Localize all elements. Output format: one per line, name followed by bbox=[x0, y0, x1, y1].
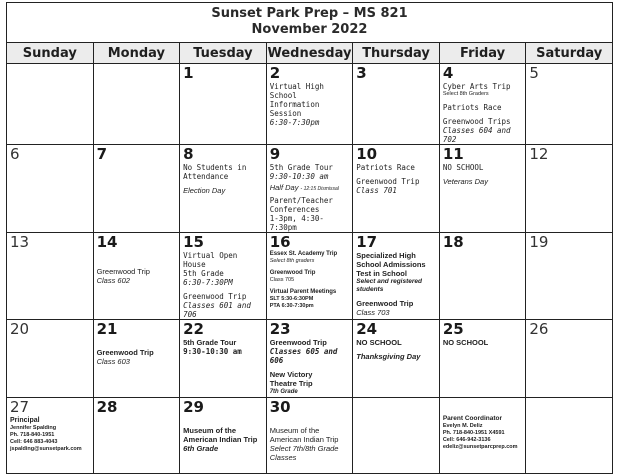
event-text: No Students in bbox=[183, 163, 247, 172]
event-text bbox=[270, 183, 350, 194]
half-day-label: Half Day bbox=[269, 183, 299, 192]
contact-name: Evelyn M. Deliz bbox=[442, 423, 483, 429]
contact-phone: Ph. 718-840-1951 X4591 bbox=[442, 430, 505, 436]
day-number: 3 bbox=[356, 64, 367, 82]
weekday-saturday: Saturday bbox=[526, 43, 613, 64]
event-text: Greenwood Trips bbox=[442, 117, 511, 126]
event-detail: Election Day bbox=[183, 186, 226, 195]
event-detail: Veterans Day bbox=[442, 177, 488, 186]
event-detail: Select 8th graders bbox=[269, 258, 315, 264]
event-text: NO SCHOOL bbox=[442, 163, 484, 172]
contact-cell: Cell: 646-942-3136 bbox=[442, 437, 491, 443]
day-cell bbox=[93, 320, 180, 398]
day-cell bbox=[180, 398, 267, 474]
day-cell bbox=[266, 145, 353, 233]
weekday-header-row bbox=[7, 43, 613, 64]
weekday-tuesday: Tuesday bbox=[180, 43, 267, 64]
day-cell bbox=[439, 145, 526, 233]
day-cell bbox=[439, 64, 526, 145]
day-cell bbox=[93, 145, 180, 233]
event-text: Greenwood Trip bbox=[356, 299, 414, 308]
event-text: Virtual High School bbox=[269, 82, 324, 100]
day-number: 15 bbox=[183, 233, 204, 251]
event-text: American Indian Trip bbox=[183, 435, 258, 444]
event-text: Greenwood Trip bbox=[356, 177, 420, 186]
day-cell bbox=[7, 233, 94, 320]
day-number: 10 bbox=[356, 145, 378, 163]
event-text: New Victory bbox=[269, 370, 313, 379]
event-text: Patriots Race bbox=[356, 163, 415, 172]
day-number: 20 bbox=[10, 320, 30, 338]
day-cell bbox=[93, 398, 180, 474]
weekday-wednesday: Wednesday bbox=[266, 43, 353, 64]
day-cell bbox=[526, 64, 613, 145]
event-text: Virtual Open House bbox=[183, 251, 238, 269]
day-cell bbox=[266, 320, 353, 398]
day-number: 24 bbox=[356, 320, 378, 338]
event-text: NO SCHOOL bbox=[356, 338, 402, 347]
day-number: 30 bbox=[269, 398, 291, 416]
calendar-grid bbox=[6, 42, 613, 474]
event-text: Specialized High bbox=[356, 251, 416, 260]
event-text: Museum of the bbox=[269, 426, 320, 435]
event-detail: Classes bbox=[269, 453, 297, 462]
day-cell bbox=[7, 320, 94, 398]
day-number: 9 bbox=[269, 145, 281, 163]
day-cell bbox=[353, 320, 440, 398]
day-number: 21 bbox=[96, 320, 118, 338]
day-number: 18 bbox=[442, 233, 464, 251]
day-cell bbox=[266, 233, 353, 320]
event-detail: Class 701 bbox=[356, 186, 397, 195]
event-text: Museum of the bbox=[183, 426, 237, 435]
event-detail: Class 602 bbox=[96, 276, 130, 285]
day-number: 5 bbox=[529, 64, 539, 82]
contact-email: edeliz@sunsetparcprep.com bbox=[442, 444, 518, 450]
event-detail: 6th Grade bbox=[183, 444, 219, 453]
event-detail: Class 603 bbox=[96, 357, 130, 366]
contact-name: Jennifer Spalding bbox=[10, 425, 57, 431]
weekday-friday: Friday bbox=[439, 43, 526, 64]
day-number: 11 bbox=[442, 145, 464, 163]
contact-title: Principal bbox=[10, 417, 40, 424]
day-number: 27 bbox=[10, 398, 30, 416]
week-row bbox=[7, 64, 613, 145]
day-cell bbox=[439, 320, 526, 398]
day-cell bbox=[7, 145, 94, 233]
day-cell bbox=[353, 145, 440, 233]
day-cell-empty bbox=[526, 398, 613, 474]
event-detail: SLT 5:30-6:30PM bbox=[269, 296, 314, 302]
day-number: 14 bbox=[96, 233, 118, 251]
contact-email: jspalding@sunsetpark.com bbox=[10, 446, 82, 452]
week-row bbox=[7, 398, 613, 474]
day-number: 2 bbox=[269, 64, 281, 82]
week-row bbox=[7, 320, 613, 398]
event-time: 9:30-10:30 am bbox=[269, 172, 329, 181]
event-detail: Classes 604 and 702 bbox=[442, 126, 511, 144]
event-detail: students bbox=[356, 286, 384, 293]
day-number: 28 bbox=[96, 398, 118, 416]
day-number: 13 bbox=[10, 233, 30, 251]
event-text: Greenwood Trip bbox=[183, 292, 247, 301]
event-text: Conferences bbox=[269, 205, 320, 214]
day-cell bbox=[180, 64, 267, 145]
day-number: 12 bbox=[529, 145, 549, 163]
event-time: 6:30-7:30pm bbox=[269, 118, 320, 127]
contact-title: Parent Coordinator bbox=[442, 415, 503, 422]
event-text: Information Session bbox=[269, 100, 320, 118]
day-number: 19 bbox=[529, 233, 549, 251]
event-time: 6:30-7:30PM bbox=[183, 278, 233, 287]
day-cell bbox=[526, 320, 613, 398]
day-cell-empty bbox=[93, 64, 180, 145]
day-number: 29 bbox=[183, 398, 204, 416]
day-number: 23 bbox=[269, 320, 291, 338]
calendar-title bbox=[6, 2, 613, 42]
event-detail: Class 705 bbox=[269, 277, 295, 283]
event-detail: PTA 6:30-7:30pm bbox=[269, 303, 314, 309]
event-text: Patriots Race bbox=[442, 103, 502, 112]
day-cell bbox=[180, 320, 267, 398]
event-time: 9:30-10:30 am bbox=[183, 347, 242, 356]
day-cell-empty bbox=[7, 64, 94, 145]
event-text: Test in School bbox=[356, 269, 407, 278]
event-text: Cyber Arts Trip bbox=[442, 82, 511, 91]
event-text: Virtual Parent Meetings bbox=[269, 289, 337, 295]
event-detail: 7th Grade bbox=[269, 389, 298, 395]
event-text: Greenwood Trip bbox=[96, 348, 154, 357]
day-cell bbox=[439, 398, 526, 474]
day-cell bbox=[180, 233, 267, 320]
day-number: 25 bbox=[442, 320, 464, 338]
event-detail: Select and registered bbox=[356, 278, 422, 285]
day-cell bbox=[93, 233, 180, 320]
day-cell bbox=[266, 398, 353, 474]
event-text: Attendance bbox=[183, 172, 229, 181]
week-row bbox=[7, 233, 613, 320]
event-text: School Admissions bbox=[356, 260, 426, 269]
day-number: 7 bbox=[96, 145, 107, 163]
event-text: 5th Grade Tour bbox=[183, 338, 237, 347]
event-detail: Select 8th Graders bbox=[442, 91, 489, 97]
day-cell-empty bbox=[353, 398, 440, 474]
day-number: 26 bbox=[529, 320, 549, 338]
event-text: Theatre Trip bbox=[269, 379, 313, 388]
day-number: 6 bbox=[10, 145, 20, 163]
event-text: NO SCHOOL bbox=[442, 338, 489, 347]
week-row bbox=[7, 145, 613, 233]
day-number: 1 bbox=[183, 64, 194, 82]
weekday-thursday: Thursday bbox=[353, 43, 440, 64]
day-cell bbox=[526, 233, 613, 320]
day-cell bbox=[526, 145, 613, 233]
day-number: 16 bbox=[269, 233, 291, 251]
day-cell bbox=[266, 64, 353, 145]
day-number: 22 bbox=[183, 320, 204, 338]
event-text: American Indian Trip bbox=[269, 435, 339, 444]
event-text: 5th Grade Tour bbox=[269, 163, 333, 172]
event-text: 5th Grade bbox=[183, 269, 224, 278]
event-text: Greenwood Trip bbox=[269, 270, 316, 276]
month-name: November 2022 bbox=[251, 22, 368, 37]
day-number: 4 bbox=[442, 64, 454, 82]
weekday-sunday: Sunday bbox=[7, 43, 94, 64]
event-detail: Thanksgiving Day bbox=[356, 352, 421, 361]
day-cell bbox=[7, 398, 94, 474]
event-detail: Classes 601 and 706 bbox=[183, 301, 251, 319]
contact-phone: Ph. 718-840-1951 bbox=[10, 432, 55, 438]
day-cell bbox=[353, 233, 440, 320]
dismissal-label: - 12:15 Dismissal bbox=[300, 186, 339, 192]
day-number: 17 bbox=[356, 233, 378, 251]
event-detail: Select 7th/8th Grade bbox=[269, 444, 339, 453]
event-text: Greenwood Trip bbox=[269, 338, 327, 347]
day-cell bbox=[180, 145, 267, 233]
event-text: Parent/Teacher bbox=[269, 196, 333, 205]
contact-cell: Cell: 646 883-4043 bbox=[10, 439, 58, 445]
event-text: Greenwood Trip bbox=[96, 267, 150, 276]
day-number: 8 bbox=[183, 145, 194, 163]
day-cell bbox=[353, 64, 440, 145]
event-detail: Classes 605 and 606 bbox=[269, 347, 338, 365]
event-time: 1-3pm, 4:30-7:30pm bbox=[269, 214, 324, 232]
event-detail: Class 703 bbox=[356, 308, 390, 317]
school-name: Sunset Park Prep – MS 821 bbox=[211, 6, 408, 21]
event-text: Essex St. Academy Trip bbox=[269, 251, 338, 257]
weekday-monday: Monday bbox=[93, 43, 180, 64]
day-cell bbox=[439, 233, 526, 320]
calendar-page bbox=[6, 2, 613, 462]
